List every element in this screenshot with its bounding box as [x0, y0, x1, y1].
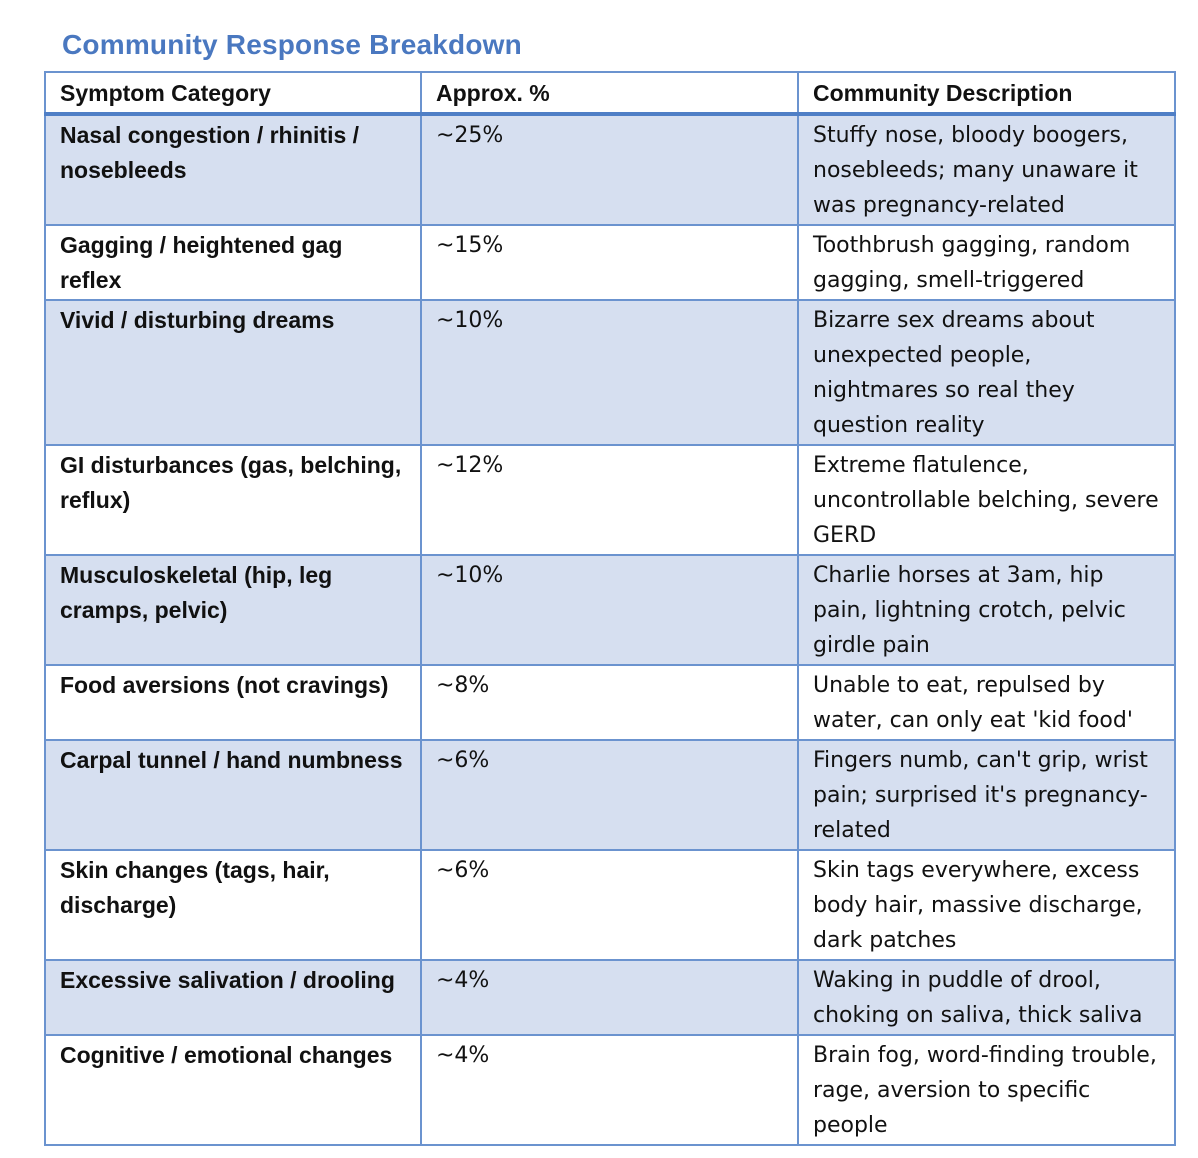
table-row [45, 665, 1175, 740]
symptom-category-cell: Carpal tunnel / hand numbness [45, 740, 421, 850]
table-row [45, 740, 1175, 850]
table-row [45, 960, 1175, 1035]
description-cell: Unable to eat, repulsed by water, can only eat 'kid food' [798, 665, 1175, 740]
symptom-category-cell: Gagging / heightened gag reflex [45, 225, 421, 300]
percent-cell: ~15% [421, 225, 798, 300]
description-cell: Charlie horses at 3am, hip pain, lightning crotch, pelvic girdle pain [798, 555, 1175, 665]
description-cell: Stuffy nose, bloody boogers, nosebleeds; many unaware it was pregnancy-related [798, 114, 1175, 225]
symptom-category-cell: Vivid / disturbing dreams [45, 300, 421, 445]
header-approx-percent: Approx. % [421, 72, 798, 114]
symptom-category-cell: Food aversions (not cravings) [45, 665, 421, 740]
table-row [45, 445, 1175, 555]
description-cell: Waking in puddle of drool, choking on saliva, thick saliva [798, 960, 1175, 1035]
header-community-description: Community Description [798, 72, 1175, 114]
table-row [45, 114, 1175, 225]
symptom-category-cell: Nasal congestion / rhinitis / nosebleeds [45, 114, 421, 225]
description-cell: Skin tags everywhere, excess body hair, massive discharge, dark patches [798, 850, 1175, 960]
description-cell: Toothbrush gagging, random gagging, smell-triggered [798, 225, 1175, 300]
percent-cell: ~4% [421, 960, 798, 1035]
percent-cell: ~10% [421, 555, 798, 665]
symptom-category-cell: Skin changes (tags, hair, discharge) [45, 850, 421, 960]
percent-cell: ~6% [421, 740, 798, 850]
table-row [45, 1035, 1175, 1145]
description-cell: Bizarre sex dreams about unexpected people, nightmares so real they question reality [798, 300, 1175, 445]
percent-cell: ~25% [421, 114, 798, 225]
header-symptom-category: Symptom Category [45, 72, 421, 114]
percent-cell: ~10% [421, 300, 798, 445]
description-cell: Extreme flatulence, uncontrollable belching, severe GERD [798, 445, 1175, 555]
percent-cell: ~6% [421, 850, 798, 960]
table-row [45, 850, 1175, 960]
symptom-category-cell: Excessive salivation / drooling [45, 960, 421, 1035]
percent-cell: ~12% [421, 445, 798, 555]
table-row [45, 555, 1175, 665]
symptom-category-cell: GI disturbances (gas, belching, reflux) [45, 445, 421, 555]
percent-cell: ~8% [421, 665, 798, 740]
table-row [45, 300, 1175, 445]
percent-cell: ~4% [421, 1035, 798, 1145]
table-title: Community Response Breakdown [62, 29, 522, 60]
description-cell: Fingers numb, can't grip, wrist pain; surprised it's pregnancy-related [798, 740, 1175, 850]
symptom-category-cell: Musculoskeletal (hip, leg cramps, pelvic) [45, 555, 421, 665]
symptom-table [44, 71, 1176, 1146]
header-row [45, 72, 1175, 114]
description-cell: Brain fog, word-finding trouble, rage, aversion to specific people [798, 1035, 1175, 1145]
table-row [45, 225, 1175, 300]
symptom-category-cell: Cognitive / emotional changes [45, 1035, 421, 1145]
